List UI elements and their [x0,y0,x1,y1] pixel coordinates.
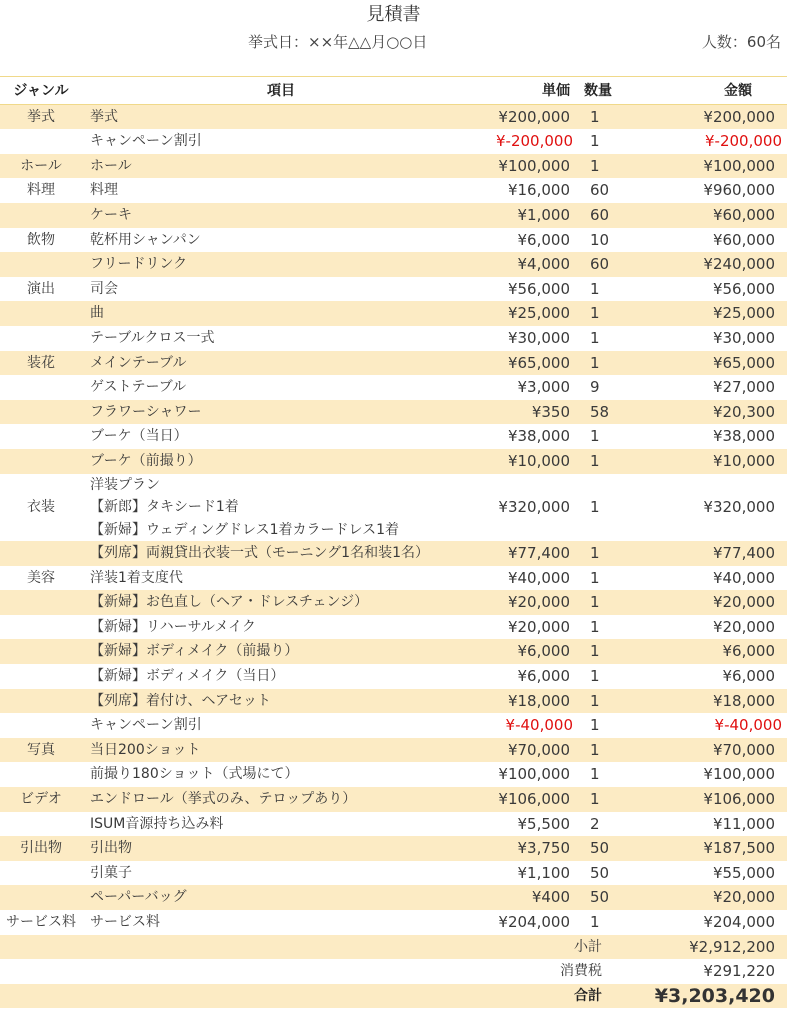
row-amount: ¥60,000 [620,203,787,228]
summary-spacer [0,959,480,984]
table-row [0,400,787,425]
total-row [0,984,787,1009]
table-row [0,154,787,179]
table-row [0,566,787,591]
summary-row [0,935,787,960]
row-genre: 美容 [27,569,55,586]
guest-count: 人数：60名 [701,33,781,51]
row-genre [0,861,82,886]
row-item: ケーキ [82,203,480,228]
row-amount: ¥20,000 [620,590,787,615]
header-amount: 金額 [620,79,787,104]
row-item: 【新婦】お色直し（ヘア・ドレスチェンジ） [82,590,480,615]
row-item: 引出物 [82,836,480,861]
table-row [0,301,787,326]
table-row [0,203,787,228]
row-genre [0,541,82,566]
table-row [0,762,787,787]
row-genre [0,713,82,738]
row-genre [0,301,82,326]
row-unit-price: ¥204,000 [498,912,570,931]
row-item: キャンペーン割引 [90,717,202,734]
row-item: ホール [82,154,480,179]
row-amount: ¥6,000 [620,639,787,664]
row-quantity: 58 [576,400,620,425]
row-item: ISUM音源持ち込み料 [90,815,224,832]
row-unit-price: ¥350 [480,400,576,425]
row-quantity: 1 [576,301,620,326]
row-unit-price: ¥30,000 [507,328,570,347]
row-quantity: 1 [590,617,600,636]
row-quantity: 1 [590,568,600,587]
row-quantity: 1 [576,154,620,179]
row-unit-price: ¥16,000 [507,181,570,200]
row-item: フリードリンク [82,252,480,277]
row-item: 洋装1着支度代 [90,569,183,586]
row-item: 当日200ショット [82,738,480,763]
table-row [0,664,787,689]
row-quantity: 1 [576,104,620,129]
table-row [0,910,787,935]
row-item: 挙式 [82,104,480,129]
row-quantity: 1 [590,666,600,685]
row-unit-price: ¥25,000 [480,301,576,326]
row-quantity: 50 [576,836,620,861]
header-divider [0,76,787,77]
row-quantity: 1 [576,738,620,763]
summary-spacer [0,935,480,960]
row-quantity: 1 [576,541,620,566]
row-unit-price: ¥77,400 [480,541,576,566]
row-genre [0,129,82,154]
summary-amount: ¥2,912,200 [620,935,787,960]
row-genre: 装花 [0,351,82,376]
row-unit-price: ¥18,000 [480,689,576,714]
row-genre [0,590,82,615]
row-item: キャンペーン割引 [90,133,202,150]
table-row [0,639,787,664]
row-unit-price: ¥3,750 [480,836,576,861]
row-unit-price: ¥-40,000 [505,716,573,735]
table-body [0,104,787,1008]
row-quantity: 1 [590,497,600,516]
row-item: ブーケ（当日） [90,428,188,445]
row-quantity: 1 [590,427,600,446]
row-item: 曲 [82,301,480,326]
summary-amount: ¥291,220 [620,959,787,984]
row-genre: 衣装 [27,498,55,515]
header-item: 項目 [82,79,480,104]
row-amount: ¥20,000 [620,885,787,910]
row-amount: ¥20,000 [712,617,775,636]
table-row [0,836,787,861]
row-quantity: 9 [590,378,600,397]
table-row [0,375,787,400]
table-row [0,424,787,449]
row-item: ペーパーバッグ [82,885,480,910]
row-item: メインテーブル [82,351,480,376]
row-quantity: 1 [576,639,620,664]
row-quantity: 50 [590,863,610,882]
table-row [0,449,787,474]
row-amount: ¥25,000 [620,301,787,326]
summary-row [0,959,787,984]
row-genre [0,689,82,714]
table-header-row [0,79,787,104]
row-amount: ¥40,000 [712,568,775,587]
row-unit-price: ¥3,000 [517,378,570,397]
row-genre: 挙式 [0,104,82,129]
row-amount: ¥100,000 [620,154,787,179]
row-item: テーブルクロス一式 [90,329,215,346]
row-quantity: 1 [576,689,620,714]
row-quantity: 60 [576,252,620,277]
row-amount: ¥240,000 [620,252,787,277]
row-item: 【列席】両親貸出衣装一式（モーニング1名和装1名） [82,541,480,566]
row-quantity: 1 [590,765,600,784]
table-row [0,326,787,351]
row-amount: ¥60,000 [712,230,775,249]
row-genre: 引出物 [0,836,82,861]
row-amount: ¥38,000 [712,427,775,446]
row-amount: ¥18,000 [620,689,787,714]
row-quantity: 1 [590,716,600,735]
table-row [0,178,787,203]
table-row [0,351,787,376]
row-quantity: 1 [576,787,620,812]
row-genre [0,400,82,425]
row-genre: 料理 [27,182,55,199]
row-unit-price: ¥56,000 [507,279,570,298]
table-row [0,738,787,763]
row-amount: ¥30,000 [712,328,775,347]
document-title: 見積書 [366,4,421,25]
row-item: 【列席】着付け、ヘアセット [82,689,480,714]
row-amount: ¥960,000 [703,181,775,200]
row-genre [0,762,82,787]
row-unit-price: ¥5,500 [517,814,570,833]
row-unit-price: ¥20,000 [480,590,576,615]
row-unit-price: ¥100,000 [480,154,576,179]
row-genre: 飲物 [27,231,55,248]
row-genre [0,252,82,277]
row-amount: ¥200,000 [620,104,787,129]
row-genre [0,424,82,449]
row-item: エンドロール（挙式のみ、テロップあり） [82,787,480,812]
row-amount: ¥20,300 [620,400,787,425]
header-qty: 数量 [576,79,620,104]
row-amount: ¥100,000 [703,765,775,784]
row-unit-price: ¥65,000 [480,351,576,376]
row-genre [0,449,82,474]
row-unit-price: ¥10,000 [480,449,576,474]
table-row [0,252,787,277]
row-item: 洋装プラン 【新郎】タキシード1着 【新婦】ウェディングドレス1着カラードレス1着 [90,476,400,538]
row-genre [0,326,82,351]
row-genre [0,615,82,640]
estimate-table [0,79,787,1008]
row-quantity: 1 [590,912,600,931]
row-item: 【新婦】ボディメイク（前撮り） [82,639,480,664]
row-genre [0,203,82,228]
row-amount: ¥77,400 [620,541,787,566]
row-quantity: 1 [590,328,600,347]
summary-spacer [0,984,480,1009]
row-unit-price: ¥6,000 [517,666,570,685]
row-unit-price: ¥6,000 [517,230,570,249]
row-amount: ¥-40,000 [714,716,782,735]
row-unit-price: ¥1,000 [480,203,576,228]
row-amount: ¥106,000 [620,787,787,812]
row-genre [0,639,82,664]
table-row [0,277,787,302]
summary-label: 小計 [480,935,620,960]
grand-total-amount: ¥3,203,420 [620,984,787,1009]
row-quantity: 10 [590,230,610,249]
row-unit-price: ¥100,000 [498,765,570,784]
row-genre: 演出 [27,280,55,297]
row-amount: ¥6,000 [722,666,775,685]
table-row [0,885,787,910]
row-item: 前撮り180ショット（式場にて） [90,766,299,783]
row-amount: ¥55,000 [712,863,775,882]
row-unit-price: ¥200,000 [480,104,576,129]
row-unit-price: ¥106,000 [480,787,576,812]
row-amount: ¥-200,000 [705,132,782,151]
row-unit-price: ¥-200,000 [496,132,573,151]
row-amount: ¥320,000 [703,497,775,516]
row-quantity: 1 [576,590,620,615]
row-item: 引菓子 [90,864,132,881]
row-item: 料理 [90,182,118,199]
row-unit-price: ¥70,000 [480,738,576,763]
table-row [0,129,787,154]
table-row [0,713,787,738]
row-quantity: 1 [576,449,620,474]
row-unit-price: ¥400 [480,885,576,910]
summary-label: 消費税 [480,959,620,984]
row-genre [0,885,82,910]
table-row [0,104,787,129]
row-amount: ¥204,000 [703,912,775,931]
row-genre: ホール [0,154,82,179]
row-genre: ビデオ [0,787,82,812]
table-row [0,861,787,886]
row-unit-price: ¥20,000 [507,617,570,636]
row-amount: ¥65,000 [620,351,787,376]
row-item: ブーケ（前撮り） [82,449,480,474]
row-amount: ¥56,000 [712,279,775,298]
table-row [0,590,787,615]
row-unit-price: ¥1,100 [517,863,570,882]
row-amount: ¥70,000 [620,738,787,763]
row-amount: ¥27,000 [712,378,775,397]
row-quantity: 2 [590,814,600,833]
row-unit-price: ¥320,000 [498,497,570,516]
row-quantity: 60 [576,203,620,228]
row-amount: ¥11,000 [712,814,775,833]
row-item: 乾杯用シャンパン [90,231,201,248]
row-unit-price: ¥6,000 [480,639,576,664]
table-row [0,541,787,566]
ceremony-date: 挙式日：××年△△月○○日 [248,33,428,51]
table-row [0,615,787,640]
table-row [0,689,787,714]
row-unit-price: ¥4,000 [480,252,576,277]
row-item: フラワーシャワー [82,400,480,425]
row-quantity: 1 [590,132,600,151]
table-row [0,787,787,812]
row-item: 【新婦】リハーサルメイク [90,618,256,635]
row-unit-price: ¥38,000 [507,427,570,446]
row-item: サービス料 [90,913,160,930]
row-genre: サービス料 [6,913,76,930]
row-genre: 写真 [0,738,82,763]
table-row [0,228,787,253]
row-unit-price: ¥40,000 [507,568,570,587]
row-quantity: 60 [590,181,610,200]
row-quantity: 50 [576,885,620,910]
row-item: 司会 [90,280,118,297]
table-row [0,474,787,542]
row-genre [0,375,82,400]
row-genre [0,812,82,837]
row-genre [0,664,82,689]
row-quantity: 1 [590,279,600,298]
header-price: 単価 [480,79,576,104]
row-item: ゲストテーブル [90,379,187,396]
row-amount: ¥187,500 [620,836,787,861]
summary-label: 合計 [480,984,620,1009]
row-item: 【新婦】ボディメイク（当日） [90,667,285,684]
table-row [0,812,787,837]
row-amount: ¥10,000 [620,449,787,474]
row-quantity: 1 [576,351,620,376]
header-genre: ジャンル [0,79,82,104]
